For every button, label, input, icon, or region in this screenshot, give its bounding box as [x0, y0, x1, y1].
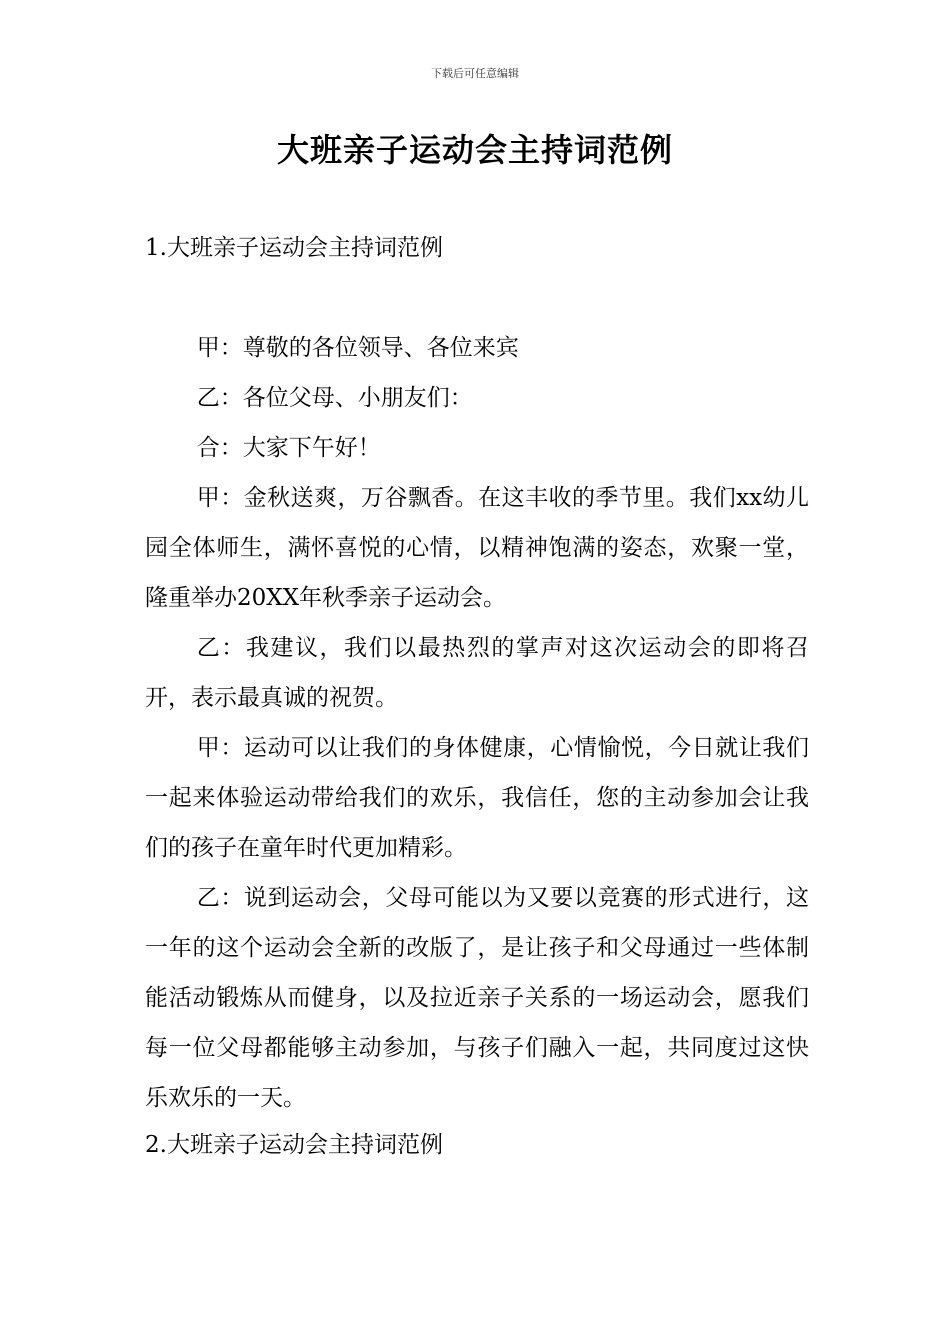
section-heading-2: 2.大班亲子运动会主持词范例	[145, 1132, 443, 1158]
paragraph: 甲：尊敬的各位领导、各位来宾	[196, 335, 519, 361]
paragraph: 甲：运动可以让我们的身体健康，心情愉悦，今日就让我们一起来体验运动带给我们的欢乐，我信任，您的主动参加会让我们的孩子在童年时代更加精彩。	[145, 735, 809, 861]
document-title: 大班亲子运动会主持词范例	[276, 131, 673, 169]
paragraph: 乙：各位父母、小朋友们：	[196, 385, 473, 411]
section-heading-1: 1.大班亲子运动会主持词范例	[145, 235, 443, 261]
paragraph: 乙：说到运动会，父母可能以为又要以竞赛的形式进行，这一年的这个运动会全新的改版了，是让孩子和父母通过一些体制能活动锻炼从而健身，以及拉近亲子关系的一场运动会，愿我们每一位父母都能够主动参加，与孩子们融入一起，共同度过这快乐欢乐的一天。	[145, 885, 809, 1111]
header-note: 下载后可任意编辑	[431, 67, 519, 80]
document-body	[145, 323, 809, 1123]
paragraph: 合：大家下午好！	[196, 435, 381, 461]
paragraph: 甲：金秋送爽，万谷飘香。在这丰收的季节里。我们xx幼儿园全体师生，满怀喜悦的心情，以精神饱满的姿态，欢聚一堂，隆重举办20XX年秋季亲子运动会。	[145, 485, 809, 611]
paragraph: 乙：我建议，我们以最热烈的掌声对这次运动会的即将召开，表示最真诚的祝贺。	[145, 635, 809, 711]
